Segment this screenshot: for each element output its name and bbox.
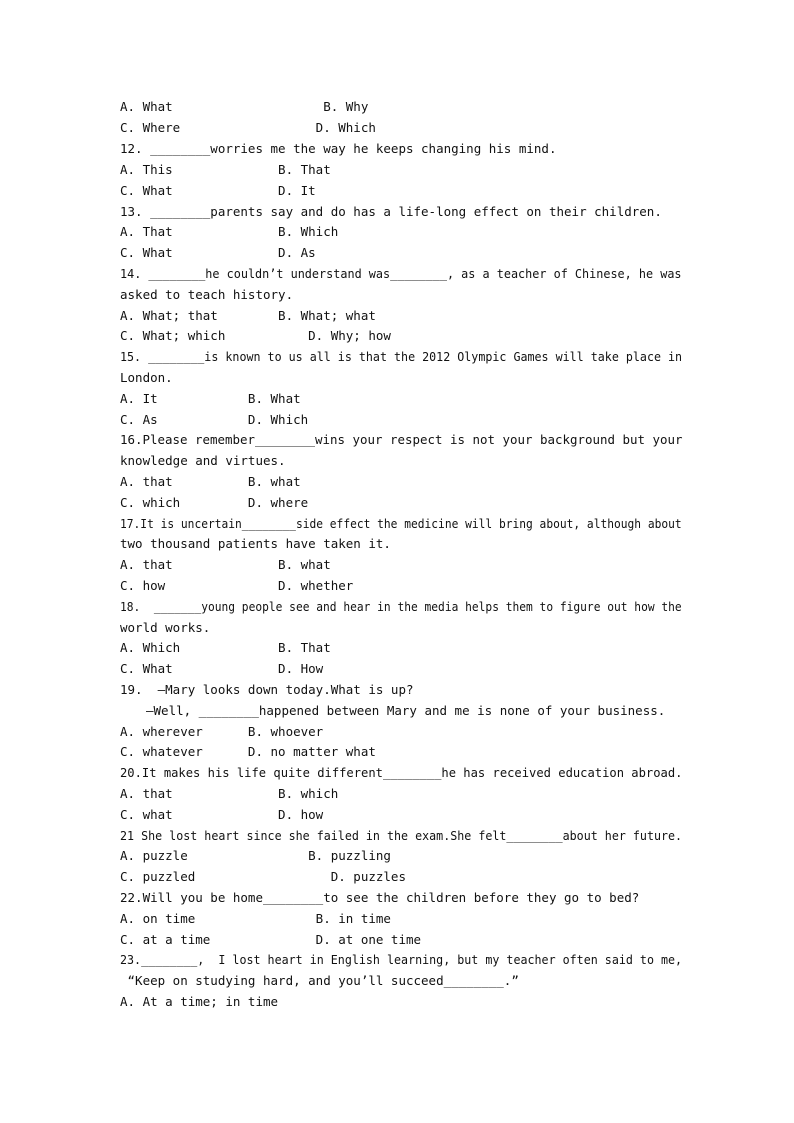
- text-line: A. At a time; in time: [120, 994, 279, 1009]
- text-line: C. As D. Which: [120, 412, 309, 427]
- text-line: 20.It makes his life quite different________he has received education abroad.: [120, 765, 683, 780]
- text-line: C. how D. whether: [120, 578, 354, 593]
- text-line: world works.: [120, 620, 211, 635]
- text-line: 23.________, I lost heart in English learning, but my teacher often said to me,: [120, 952, 683, 967]
- text-line: C. which D. where: [120, 495, 309, 510]
- text-line: 18. _______young people see and hear in the media helps them to figure out how the: [120, 599, 682, 614]
- text-line: 16.Please remember________wins your respect is not your background but your: [120, 432, 683, 447]
- text-line: 22.Will you be home________to see the children before they go to bed?: [120, 890, 640, 905]
- text-line: 19. —Mary looks down today.What is up?: [120, 682, 414, 697]
- text-line: asked to teach history.: [120, 287, 294, 302]
- text-line: 12. ________worries me the way he keeps changing his mind.: [120, 141, 557, 156]
- text-line: C. whatever D. no matter what: [120, 744, 376, 759]
- text-line: C. puzzled D. puzzles: [120, 869, 406, 884]
- text-line: knowledge and virtues.: [120, 453, 286, 468]
- text-line: A. wherever B. whoever: [120, 724, 324, 739]
- text-line: A. that B. what: [120, 474, 301, 489]
- text-line: “Keep on studying hard, and you’ll succeed________.”: [120, 973, 519, 988]
- text-line: A. that B. which: [120, 786, 339, 801]
- text-line: 15. ________is known to us all is that the 2012 Olympic Games will take place in: [120, 349, 683, 364]
- text-line: A. What; that B. What; what: [120, 308, 376, 323]
- text-line: London.: [120, 370, 173, 385]
- text-line: C. what D. how: [120, 807, 324, 822]
- text-line: A. This B. That: [120, 162, 331, 177]
- text-line: 14. ________he couldn’t understand was________, as a teacher of Chinese, he was: [120, 266, 682, 281]
- text-line: 13. ________parents say and do has a life-long effect on their children.: [120, 204, 662, 219]
- text-line: two thousand patients have taken it.: [120, 536, 391, 551]
- text-line: C. What D. How: [120, 661, 324, 676]
- text-line: A. on time B. in time: [120, 911, 391, 926]
- text-line: C. What; which D. Why; how: [120, 328, 391, 343]
- text-line: C. What D. As: [120, 245, 316, 260]
- text-line: A. What B. Why: [120, 99, 369, 114]
- text-line: C. at a time D. at one time: [120, 932, 422, 947]
- text-line: —Well, ________happened between Mary and me is none of your business.: [146, 703, 666, 718]
- text-line: 21 She lost heart since she failed in the exam.She felt________about her future.: [120, 828, 683, 843]
- text-line: C. What D. It: [120, 183, 316, 198]
- text-line: A. that B. what: [120, 557, 331, 572]
- text-line: C. Where D. Which: [120, 120, 376, 135]
- text-line: A. That B. Which: [120, 224, 339, 239]
- text-line: A. Which B. That: [120, 640, 331, 655]
- text-line: A. It B. What: [120, 391, 301, 406]
- text-line: A. puzzle B. puzzling: [120, 848, 391, 863]
- text-line: 17.It is uncertain________side effect the medicine will bring about, although about: [120, 516, 682, 531]
